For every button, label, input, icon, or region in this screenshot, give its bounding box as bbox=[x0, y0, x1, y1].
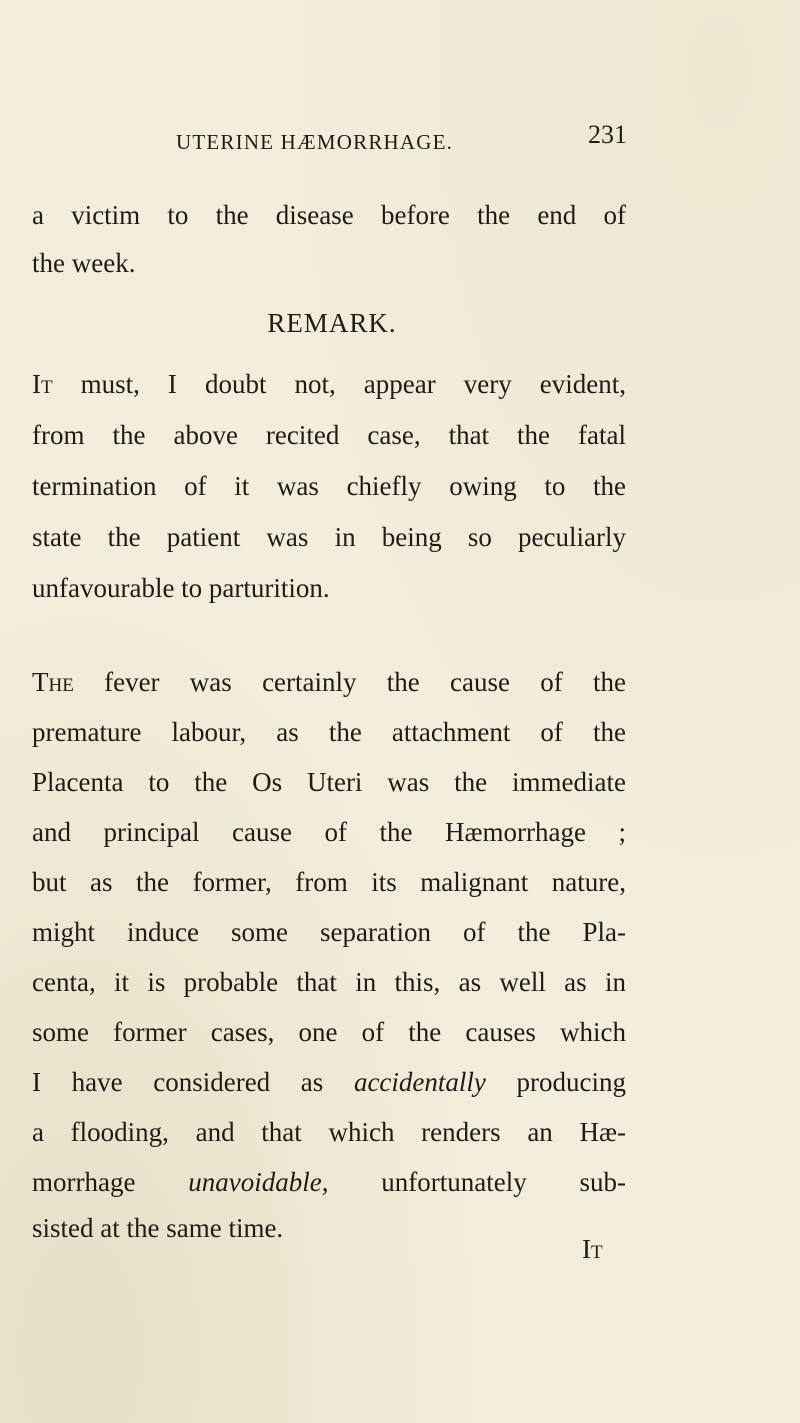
catchword: It bbox=[582, 1234, 603, 1264]
text-line bbox=[32, 1062, 626, 1102]
initial-word: The bbox=[32, 667, 74, 697]
text-span: I have considered as bbox=[32, 1067, 354, 1097]
text-line: unfavourable to parturition. bbox=[32, 573, 330, 603]
initial-word: It bbox=[32, 369, 53, 399]
text-line: centa, it is probable that in this, as well as in bbox=[32, 967, 626, 997]
text-line: a flooding, and that which renders an Hæ- bbox=[32, 1117, 626, 1147]
italic-term: accidentally bbox=[353, 1067, 486, 1097]
text-line: sisted at the same time. bbox=[32, 1213, 284, 1243]
text-line: from the above recited case, that the fatal bbox=[32, 420, 626, 450]
text-line: state the patient was in being so peculiarly bbox=[32, 522, 626, 552]
text-line bbox=[32, 662, 626, 702]
text-line: a victim to the disease before the end of bbox=[32, 200, 626, 230]
text-line bbox=[32, 364, 626, 404]
text-line: and principal cause of the Hæmorrhage ; bbox=[32, 817, 626, 847]
text-line: the week. bbox=[32, 248, 136, 278]
text-line: but as the former, from its malignant nature, bbox=[32, 867, 626, 897]
text-span: morrhage bbox=[32, 1167, 189, 1197]
text-line: termination of it was chiefly owing to the bbox=[32, 471, 626, 501]
text-span: must, I doubt not, appear very evident, bbox=[52, 369, 626, 399]
text-line: some former cases, one of the causes which bbox=[32, 1017, 626, 1047]
page-number: 231 bbox=[588, 120, 627, 149]
italic-term: unavoidable, bbox=[188, 1167, 329, 1197]
section-heading: REMARK. bbox=[267, 308, 397, 338]
running-head: UTERINE HÆMORRHAGE. bbox=[176, 130, 454, 154]
text-line: might induce some separation of the Pla- bbox=[32, 917, 626, 947]
text-span: producing bbox=[485, 1067, 626, 1097]
text-line: premature labour, as the attachment of the bbox=[32, 717, 626, 747]
text-span: unfortunately sub- bbox=[328, 1167, 627, 1197]
text-span: fever was certainly the cause of the bbox=[73, 667, 626, 697]
text-line: Placenta to the Os Uteri was the immediate bbox=[32, 767, 626, 797]
text-line bbox=[32, 1162, 626, 1202]
